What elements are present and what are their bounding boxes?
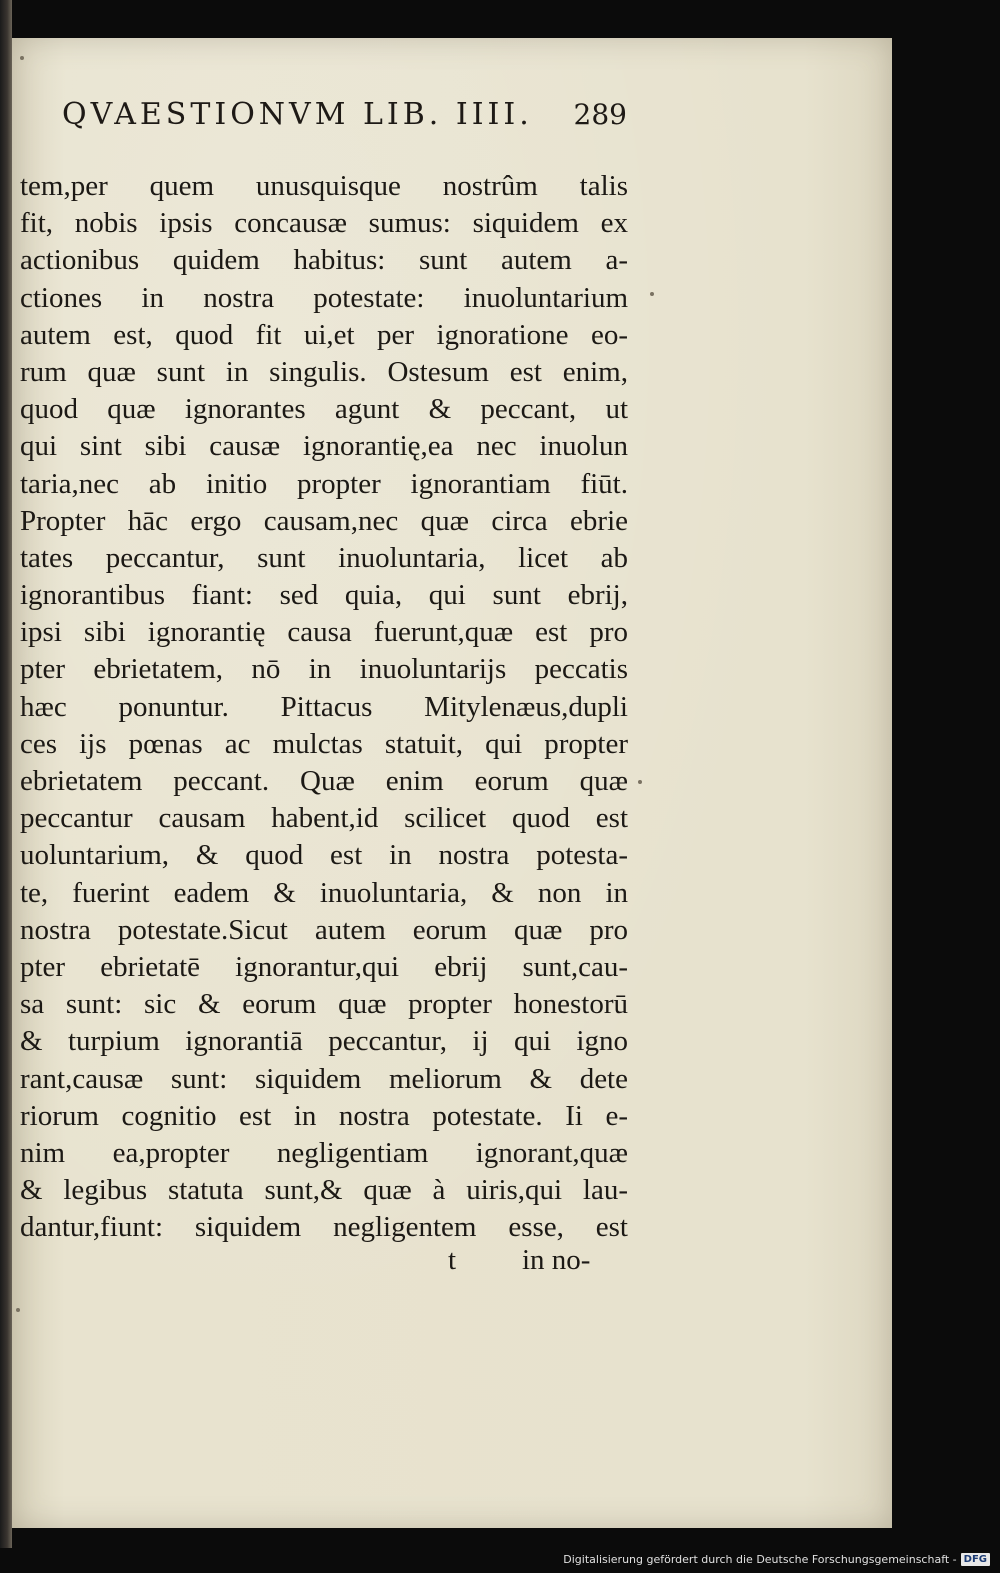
text-line: ctiones in nostra potestate: inuoluntarium bbox=[20, 281, 628, 314]
text-line: taria,nec ab initio propter ignorantiam fiūt. bbox=[20, 467, 628, 500]
running-title: QVAESTIONVM LIB. IIII. bbox=[62, 97, 533, 132]
text-line: uoluntarium, & quod est in nostra potesta- bbox=[20, 839, 628, 872]
text-line: pter ebrietatem, nō in inuoluntarijs peccatis bbox=[20, 653, 628, 686]
dfg-logo: DFG bbox=[961, 1553, 990, 1566]
book-spine-edge bbox=[0, 0, 12, 1548]
text-line: tem,per quem unusquisque nostrûm talis bbox=[20, 170, 628, 202]
paper-speck bbox=[20, 56, 24, 60]
text-line: sa sunt: sic & eorum quæ propter honestorū bbox=[20, 988, 628, 1021]
text-line: ebrietatem peccant. Quæ enim eorum quæ bbox=[20, 765, 628, 797]
text-line: fit, nobis ipsis concausæ sumus: siquidem ex bbox=[20, 207, 628, 240]
digitization-credit bbox=[563, 1553, 990, 1566]
text-line: & turpium ignorantiā peccantur, ij qui igno bbox=[20, 1025, 628, 1058]
text-line: riorum cognitio est in nostra potestate. Ii e- bbox=[20, 1099, 628, 1132]
text-line: rum quæ sunt in singulis. Ostesum est enim, bbox=[20, 355, 628, 388]
text-line: hæc ponuntur. Pittacus Mitylenæus,dupli bbox=[20, 690, 628, 723]
paper-speck bbox=[16, 1308, 20, 1312]
body-text bbox=[20, 168, 628, 1246]
catchword: in no- bbox=[522, 1244, 591, 1276]
text-line: & legibus statuta sunt,& quæ à uiris,qui lau- bbox=[20, 1174, 628, 1207]
text-line: rant,causæ sunt: siquidem meliorum & dete bbox=[20, 1062, 628, 1095]
credit-text: Digitalisierung gefördert durch die Deutsche Forschungsgemeinschaft - bbox=[563, 1553, 957, 1566]
text-line: tates peccantur, sunt inuoluntaria, licet ab bbox=[20, 541, 628, 574]
text-line: ces ijs pœnas ac mulctas statuit, qui propter bbox=[20, 727, 628, 760]
text-line: ignorantibus fiant: sed quia, qui sunt ebrij, bbox=[20, 579, 628, 612]
text-line: ipsi sibi ignorantię causa fuerunt,quæ est pro bbox=[20, 616, 628, 649]
text-line: autem est, quod fit ui,et per ignoratione eo- bbox=[20, 318, 628, 351]
text-line: dantur,fiunt: siquidem negligentem esse, est bbox=[20, 1211, 628, 1244]
running-header bbox=[62, 97, 627, 132]
page-number: 289 bbox=[573, 98, 627, 131]
text-line: qui sint sibi causæ ignorantię,ea nec inuolun bbox=[20, 430, 628, 463]
text-line: peccantur causam habent,id scilicet quod est bbox=[20, 802, 628, 835]
text-line: quod quæ ignorantes agunt & peccant, ut bbox=[20, 393, 628, 426]
signature-mark: t bbox=[448, 1244, 457, 1276]
text-line: te, fuerint eadem & inuoluntaria, & non in bbox=[20, 876, 628, 909]
catchline bbox=[20, 1244, 628, 1281]
text-line: actionibus quidem habitus: sunt autem a- bbox=[20, 244, 628, 277]
text-line: nim ea,propter negligentiam ignorant,quæ bbox=[20, 1136, 628, 1169]
paper-speck bbox=[650, 292, 654, 296]
text-line: nostra potestate.Sicut autem eorum quæ pro bbox=[20, 913, 628, 946]
paper-speck bbox=[638, 780, 642, 784]
text-line: Propter hāc ergo causam,nec quæ circa ebrie bbox=[20, 504, 628, 537]
text-line: pter ebrietatē ignorantur,qui ebrij sunt,cau- bbox=[20, 950, 628, 983]
